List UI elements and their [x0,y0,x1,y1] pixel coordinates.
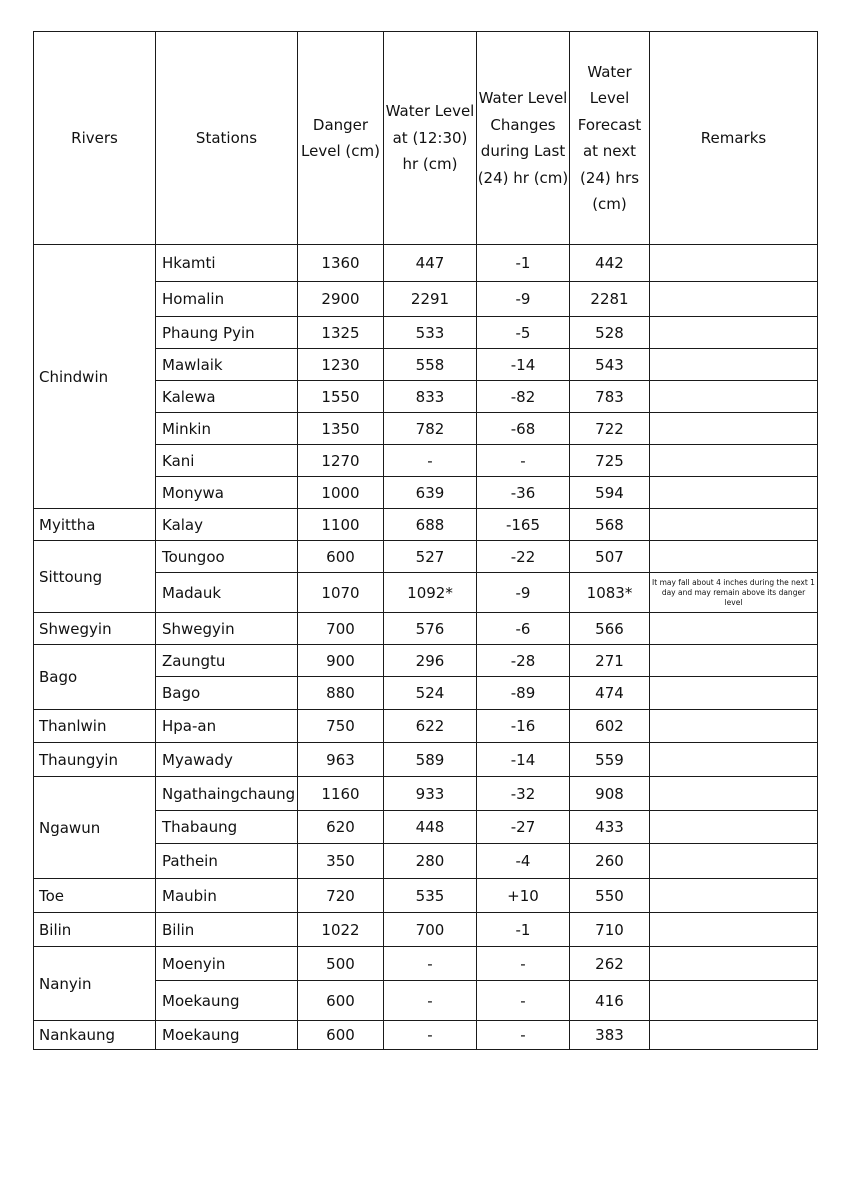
danger-level: 1022 [298,913,384,947]
level-change: -36 [477,477,570,509]
level-forecast: 416 [570,981,650,1021]
level-forecast: 507 [570,541,650,573]
header-row [34,32,818,245]
level-forecast: 442 [570,245,650,282]
station-name: Zaungtu [156,645,298,677]
level-change: -165 [477,509,570,541]
river-name: Thanlwin [34,710,156,743]
water-level: 447 [384,245,477,282]
level-forecast: 2281 [570,282,650,317]
level-change: -6 [477,613,570,645]
water-level: 533 [384,317,477,349]
danger-level: 1350 [298,413,384,445]
water-level: 833 [384,381,477,413]
level-forecast: 383 [570,1021,650,1050]
level-forecast: 543 [570,349,650,381]
water-level: 782 [384,413,477,445]
danger-level: 2900 [298,282,384,317]
level-forecast: 568 [570,509,650,541]
header-water-level: Water Level at (12:30) hr (cm) [384,32,477,245]
remarks-cell [650,413,818,445]
remarks-cell [650,349,818,381]
river-name: Nanyin [34,947,156,1021]
water-level: 2291 [384,282,477,317]
remarks-cell [650,541,818,573]
level-forecast: 1083* [570,573,650,613]
level-change: -82 [477,381,570,413]
river-name: Chindwin [34,245,156,509]
header-danger-level: Danger Level (cm) [298,32,384,245]
river-name: Myittha [34,509,156,541]
station-name: Hpa-an [156,710,298,743]
danger-level: 1160 [298,777,384,811]
remarks-cell: It may fall about 4 inches during the next 1 day and may remain above its danger level [650,573,818,613]
station-name: Madauk [156,573,298,613]
danger-level: 1270 [298,445,384,477]
danger-level: 600 [298,1021,384,1050]
level-change: -22 [477,541,570,573]
station-name: Moenyin [156,947,298,981]
level-change: -14 [477,349,570,381]
station-name: Phaung Pyin [156,317,298,349]
danger-level: 600 [298,981,384,1021]
level-forecast: 474 [570,677,650,710]
water-level: 589 [384,743,477,777]
station-name: Shwegyin [156,613,298,645]
table-row [34,509,818,541]
level-change: -32 [477,777,570,811]
station-name: Mawlaik [156,349,298,381]
level-change: - [477,445,570,477]
header-forecast: Water Level Forecast at next (24) hrs (cm) [570,32,650,245]
water-level: 639 [384,477,477,509]
station-name: Moekaung [156,981,298,1021]
water-level: 527 [384,541,477,573]
water-level: - [384,1021,477,1050]
header-remarks: Remarks [650,32,818,245]
water-level: - [384,445,477,477]
table-row [34,245,818,282]
water-level: - [384,981,477,1021]
remarks-cell [650,947,818,981]
water-level: - [384,947,477,981]
water-level: 700 [384,913,477,947]
danger-level: 1100 [298,509,384,541]
station-name: Toungoo [156,541,298,573]
station-name: Kani [156,445,298,477]
water-level: 296 [384,645,477,677]
river-name: Thaungyin [34,743,156,777]
danger-level: 700 [298,613,384,645]
station-name: Kalewa [156,381,298,413]
river-name: Ngawun [34,777,156,879]
level-change: -16 [477,710,570,743]
remarks-cell [650,981,818,1021]
level-change: -5 [477,317,570,349]
remarks-cell [650,613,818,645]
remarks-cell [650,879,818,913]
level-forecast: 260 [570,844,650,879]
water-level: 524 [384,677,477,710]
danger-level: 1325 [298,317,384,349]
water-level: 622 [384,710,477,743]
table-row [34,645,818,677]
header-stations: Stations [156,32,298,245]
header-changes: Water Level Changes during Last (24) hr (cm) [477,32,570,245]
danger-level: 600 [298,541,384,573]
station-name: Homalin [156,282,298,317]
water-level: 688 [384,509,477,541]
danger-level: 1000 [298,477,384,509]
remarks-cell [650,677,818,710]
level-change: +10 [477,879,570,913]
level-forecast: 271 [570,645,650,677]
level-forecast: 550 [570,879,650,913]
danger-level: 350 [298,844,384,879]
header-rivers: Rivers [34,32,156,245]
danger-level: 500 [298,947,384,981]
remarks-cell [650,645,818,677]
remarks-cell [650,381,818,413]
table-row [34,1021,818,1050]
river-name: Bago [34,645,156,710]
remarks-cell [650,245,818,282]
station-name: Ngathaingchaung [156,777,298,811]
table-row [34,879,818,913]
remarks-cell [650,913,818,947]
level-change: -1 [477,913,570,947]
water-level: 448 [384,811,477,844]
station-name: Monywa [156,477,298,509]
level-forecast: 262 [570,947,650,981]
station-name: Bago [156,677,298,710]
level-forecast: 559 [570,743,650,777]
table-row [34,541,818,573]
station-name: Bilin [156,913,298,947]
water-level: 576 [384,613,477,645]
river-levels-table [33,31,818,1050]
river-name: Bilin [34,913,156,947]
level-change: -68 [477,413,570,445]
danger-level: 720 [298,879,384,913]
level-forecast: 908 [570,777,650,811]
river-name: Nankaung [34,1021,156,1050]
remarks-cell [650,317,818,349]
remarks-cell [650,477,818,509]
level-change: - [477,1021,570,1050]
table-row [34,947,818,981]
table-row [34,710,818,743]
station-name: Myawady [156,743,298,777]
remarks-cell [650,509,818,541]
level-change: -9 [477,282,570,317]
danger-level: 1550 [298,381,384,413]
water-level: 535 [384,879,477,913]
river-name: Toe [34,879,156,913]
remarks-cell [650,1021,818,1050]
level-change: -28 [477,645,570,677]
station-name: Thabaung [156,811,298,844]
level-change: -89 [477,677,570,710]
danger-level: 963 [298,743,384,777]
level-forecast: 722 [570,413,650,445]
level-forecast: 566 [570,613,650,645]
station-name: Kalay [156,509,298,541]
danger-level: 750 [298,710,384,743]
level-change: -9 [477,573,570,613]
danger-level: 620 [298,811,384,844]
station-name: Pathein [156,844,298,879]
remarks-cell [650,811,818,844]
danger-level: 900 [298,645,384,677]
water-level: 1092* [384,573,477,613]
remarks-cell [650,844,818,879]
level-forecast: 594 [570,477,650,509]
remarks-cell [650,445,818,477]
remarks-cell [650,282,818,317]
level-forecast: 602 [570,710,650,743]
level-forecast: 725 [570,445,650,477]
danger-level: 1360 [298,245,384,282]
danger-level: 1070 [298,573,384,613]
station-name: Hkamti [156,245,298,282]
level-forecast: 528 [570,317,650,349]
river-name: Sittoung [34,541,156,613]
table-row [34,613,818,645]
table-row [34,777,818,811]
remarks-cell [650,743,818,777]
level-change: - [477,981,570,1021]
water-level: 933 [384,777,477,811]
station-name: Moekaung [156,1021,298,1050]
remarks-cell [650,710,818,743]
level-forecast: 710 [570,913,650,947]
water-level: 280 [384,844,477,879]
river-name: Shwegyin [34,613,156,645]
station-name: Maubin [156,879,298,913]
level-change: -1 [477,245,570,282]
level-change: -4 [477,844,570,879]
level-forecast: 433 [570,811,650,844]
level-change: -14 [477,743,570,777]
remarks-cell [650,777,818,811]
water-level: 558 [384,349,477,381]
table-row [34,913,818,947]
level-forecast: 783 [570,381,650,413]
level-change: - [477,947,570,981]
station-name: Minkin [156,413,298,445]
table-row [34,743,818,777]
danger-level: 880 [298,677,384,710]
danger-level: 1230 [298,349,384,381]
level-change: -27 [477,811,570,844]
table-body [34,245,818,1050]
